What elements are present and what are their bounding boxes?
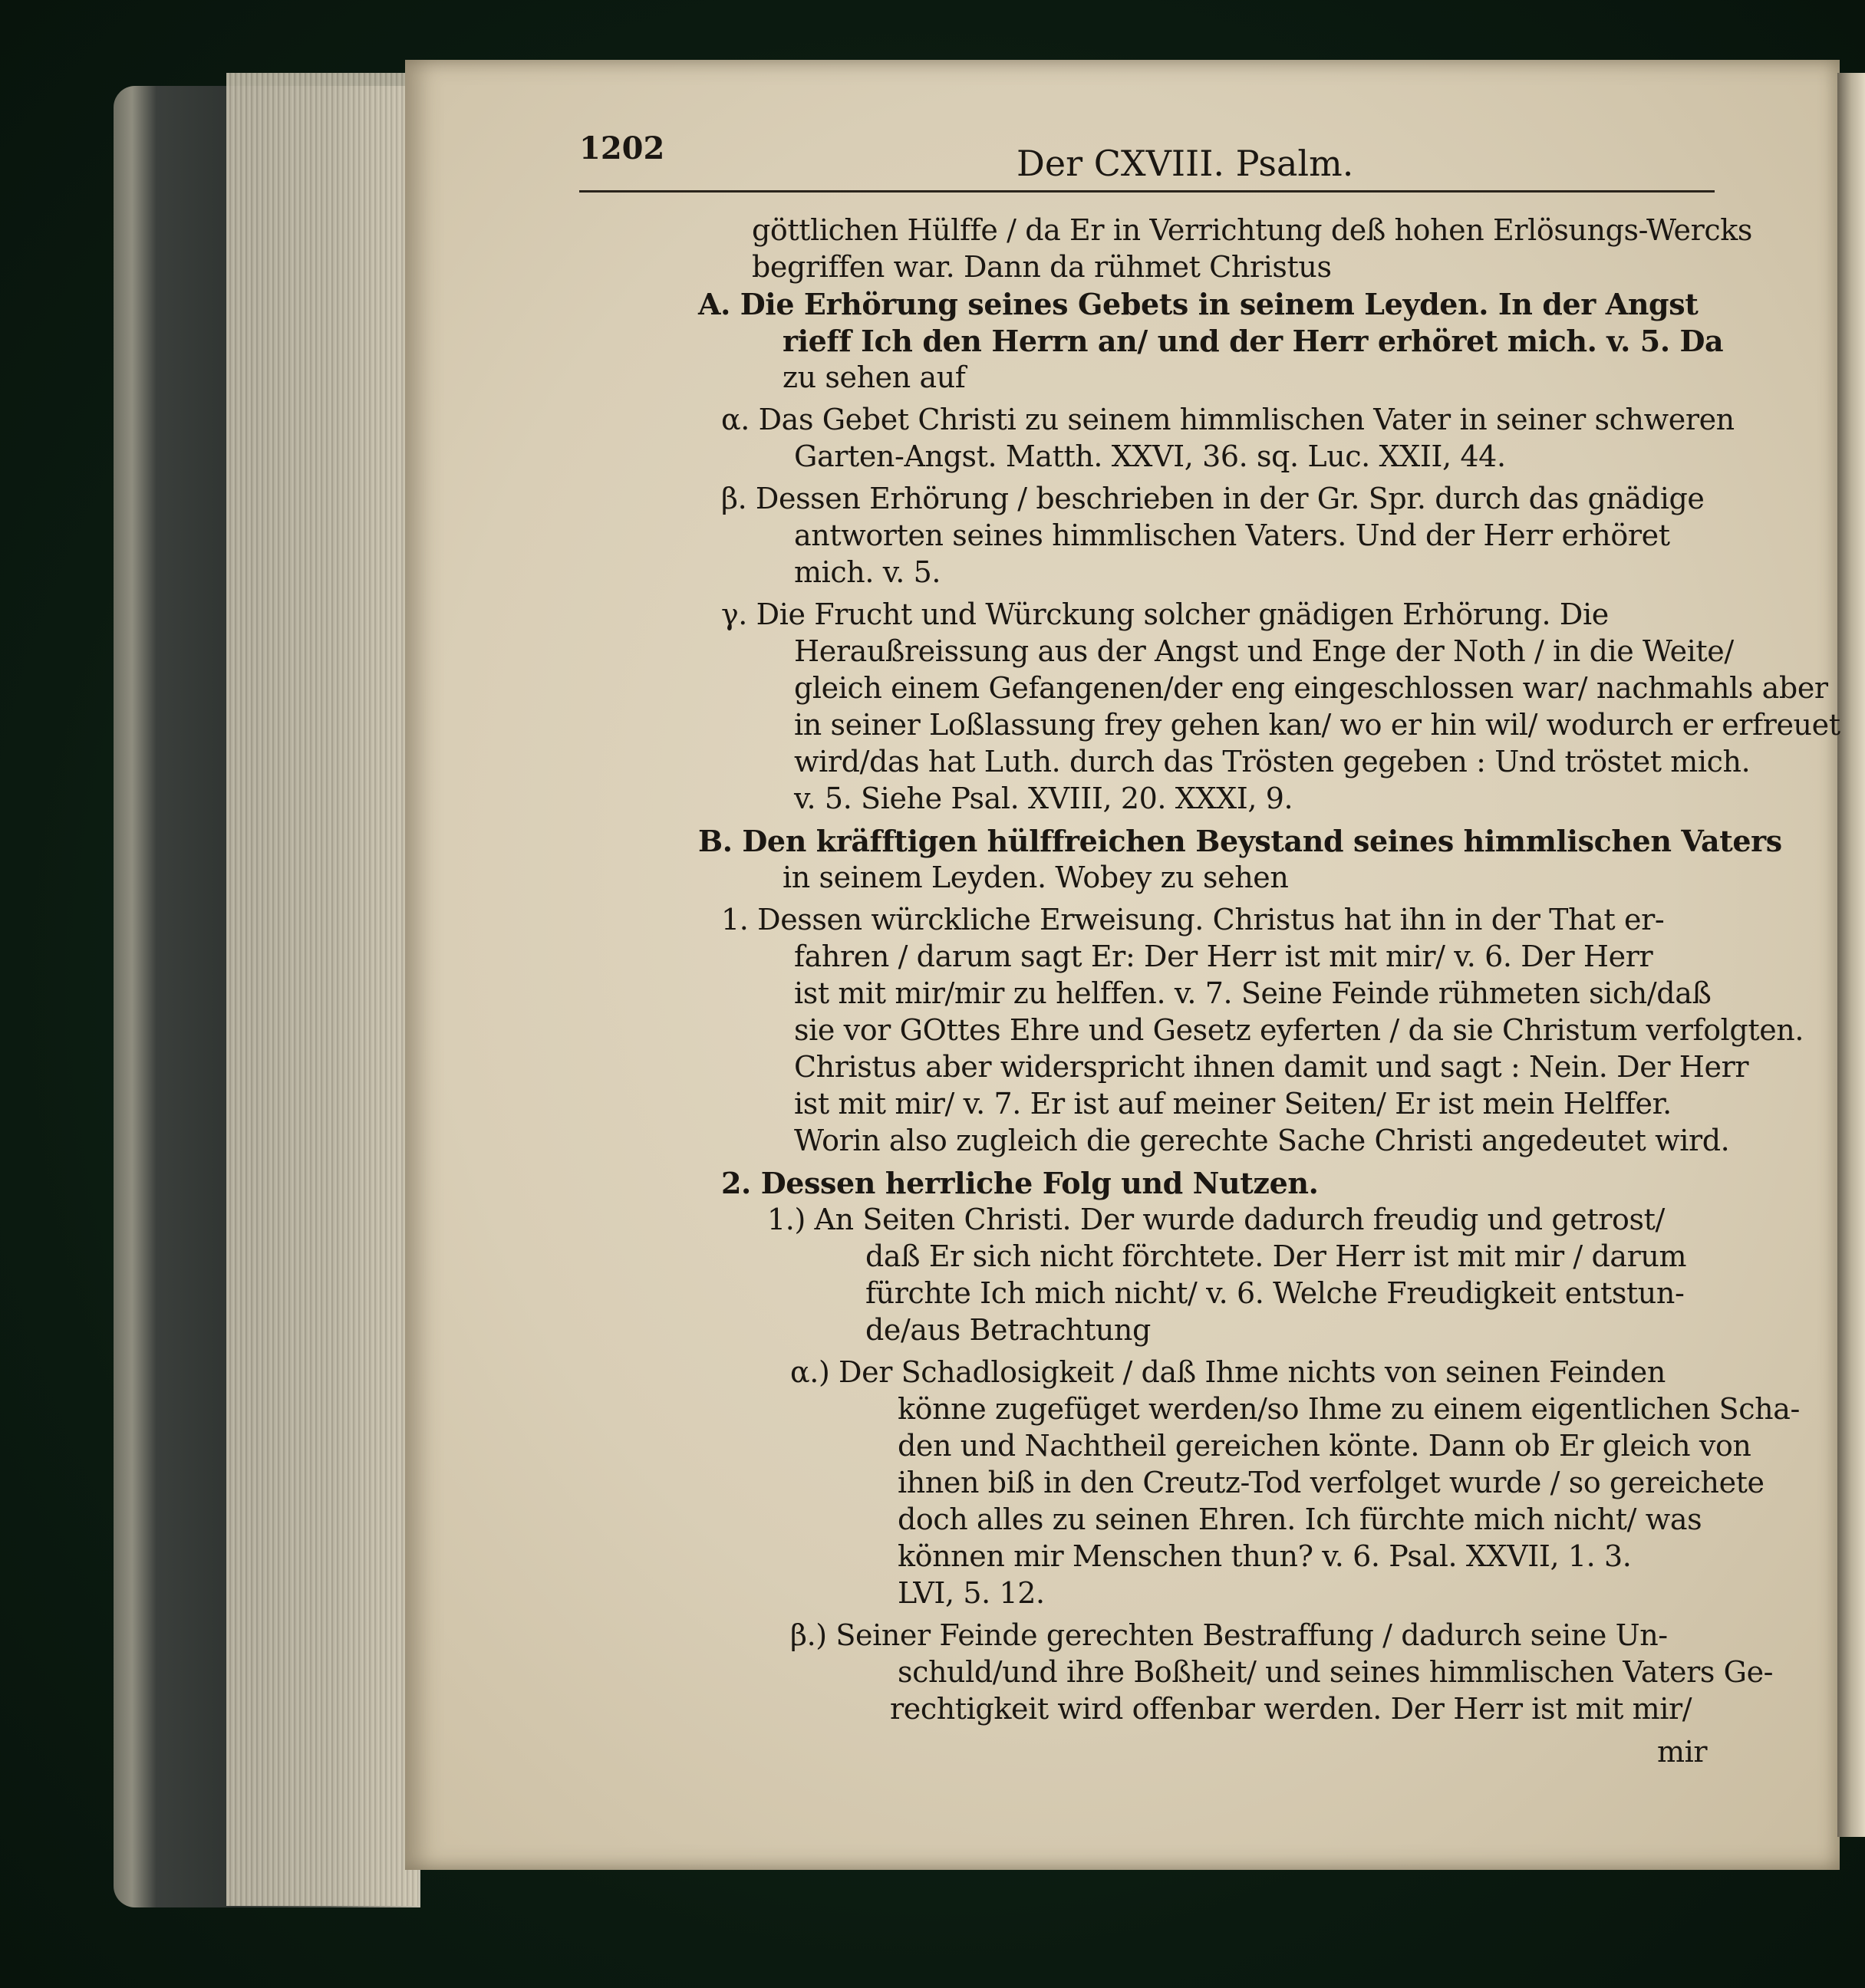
text-line: daß Er sich nicht förchtete. Der Herr ist mit mir / darum [865,1239,1687,1273]
text-line: α.) Der Schadlosigkeit / daß Ihme nichts von seinen Feinden [790,1355,1666,1389]
text-line: γ. Die Frucht und Würckung solcher gnädigen Erhörung. Die [721,597,1609,631]
text-line: ist mit mir/ v. 7. Er ist auf meiner Seiten/ Er ist mein Helffer. [794,1087,1672,1121]
text-line: Heraußreissung aus der Angst und Enge der Noth / in die Weite/ [794,634,1734,668]
text-line: ihnen biß in den Creutz-Tod verfolget wurde / so gereichete [898,1466,1765,1499]
text-line: rieff Ich den Herrn an/ und der Herr erhöret mich. v. 5. Da [783,324,1724,358]
text-line: de/aus Betrachtung [865,1313,1151,1347]
text-line: rechtigkeit wird offenbar werden. Der Herr ist mit mir/ [890,1692,1692,1726]
text-line: Worin also zugleich die gerechte Sache Christi angedeutet wird. [794,1124,1730,1157]
text-line: könne zugefüget werden/so Ihme zu einem eigentlichen Scha- [898,1392,1800,1426]
text-line: Garten-Angst. Matth. XXVI, 36. sq. Luc. XXII, 44. [794,439,1506,473]
text-line: A. Die Erhörung seines Gebets in seinem Leyden. In der Angst [698,287,1699,321]
text-line: ist mit mir/mir zu helffen. v. 7. Seine Feinde rühmeten sich/daß [794,976,1712,1010]
page-number: 1202 [579,130,665,166]
page-edges [226,73,418,1906]
text-line: antworten seines himmlischen Vaters. Und der Herr erhöret [794,518,1670,552]
text-line: v. 5. Siehe Psal. XVIII, 20. XXXI, 9. [794,782,1293,815]
text-line: gleich einem Gefangenen/der eng eingeschlossen war/ nachmahls aber [794,671,1828,705]
text-line: 1. Dessen würckliche Erweisung. Christus hat ihn in der That er- [721,903,1665,936]
text-line: göttlichen Hülffe / da Er in Verrichtung deß hohen Erlösungs-Wercks [752,213,1752,247]
text-line: wird/das hat Luth. durch das Trösten gegeben : Und tröstet mich. [794,745,1751,778]
text-line: mich. v. 5. [794,555,941,589]
running-head: Der CXVIII. Psalm. [1017,143,1354,184]
text-line: α. Das Gebet Christi zu seinem himmlischen Vater in seiner schweren [721,403,1735,436]
text-line: 1.) An Seiten Christi. Der wurde dadurch freudig und getrost/ [767,1203,1665,1236]
text-line: LVI, 5. 12. [898,1576,1045,1610]
text-line: fürchte Ich mich nicht/ v. 6. Welche Freudigkeit entstun- [865,1276,1685,1310]
text-line: Christus aber widerspricht ihnen damit und sagt : Nein. Der Herr [794,1050,1749,1084]
text-line: 2. Dessen herrliche Folg und Nutzen. [721,1166,1319,1200]
text-line: β. Dessen Erhörung / beschrieben in der Gr. Spr. durch das gnädige [721,482,1705,515]
catchword: mir [1657,1735,1708,1769]
text-line: fahren / darum sagt Er: Der Herr ist mit mir/ v. 6. Der Herr [794,940,1653,973]
text-line: B. Den kräfftigen hülffreichen Beystand seines himmlischen Vaters [698,824,1782,858]
header-rule [579,190,1715,193]
text-line: doch alles zu seinen Ehren. Ich fürchte mich nicht/ was [898,1503,1702,1536]
text-line: den und Nachtheil gereichen könte. Dann ob Er gleich von [898,1429,1751,1463]
text-line: sie vor GOttes Ehre und Gesetz eyferten / da sie Christum verfolgten. [794,1013,1804,1047]
text-line: β.) Seiner Feinde gerechten Bestraffung / dadurch seine Un- [790,1618,1668,1652]
gutter-shadow [1837,73,1865,1837]
text-line: in seinem Leyden. Wobey zu sehen [783,861,1289,894]
text-line: in seiner Loßlassung frey gehen kan/ wo er hin wil/ wodurch er erfreuet [794,708,1840,742]
text-line: zu sehen auf [783,360,966,394]
text-line: schuld/und ihre Boßheit/ und seines himmlischen Vaters Ge- [898,1655,1774,1689]
text-line: können mir Menschen thun? v. 6. Psal. XXVII, 1. 3. [898,1539,1632,1573]
text-line: begriffen war. Dann da rühmet Christus [752,250,1332,284]
